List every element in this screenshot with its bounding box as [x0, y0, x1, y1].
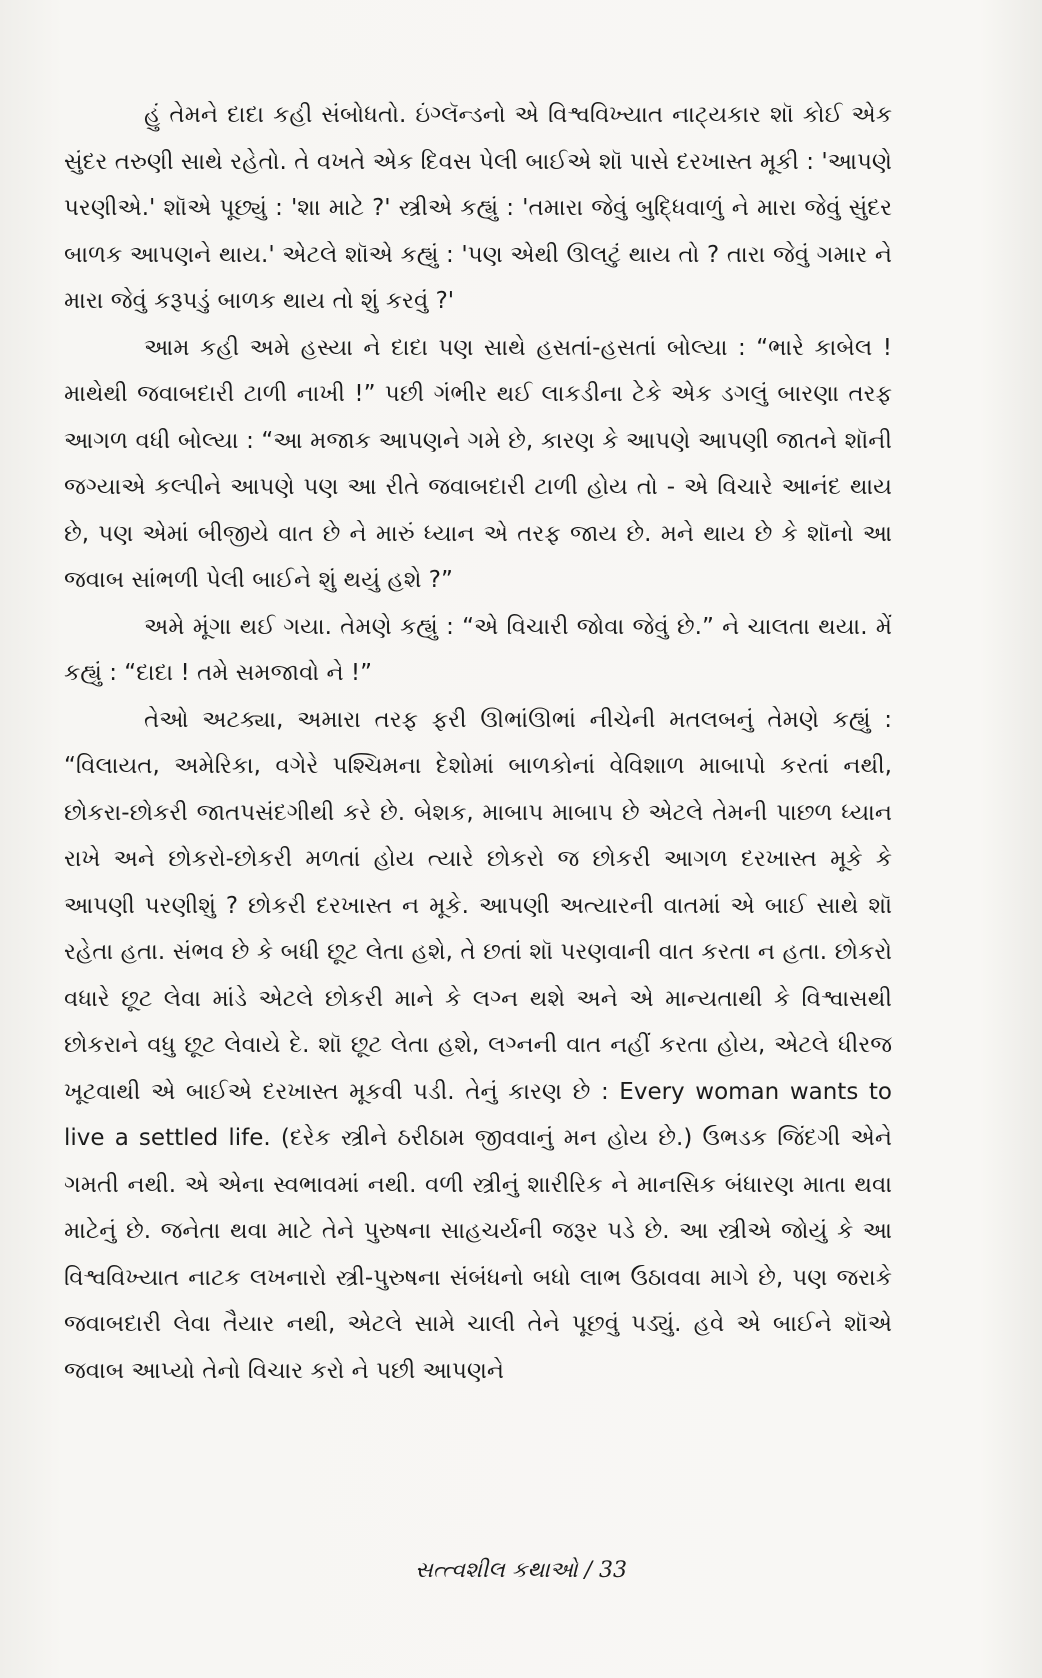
- paragraph-4: તેઓ અટક્યા, અમારા તરફ ફરી ઊભાંઊભાં નીચેની મતલબનું તેમણે કહ્યું : “વિલાયત, અમેરિકા, વગેરે પશ્ચિમના દેશોમાં બાળકોનાં વેવિશાળ માબાપો કરતાં નથી, છોકરા-છોકરી જાતપસંદગીથી કરે છે. બેશક, માબાપ માબાપ છે એટલે તેમની પાછળ ધ્યાન રાખે અને છોકરો-છોકરી મળતાં હોય ત્યારે છોકરો જ છોકરી આગળ દરખાસ્ત મૂકે કે આપણી પરણીશું ? છોકરી દરખાસ્ત ન મૂકે. આપણી અત્યારની વાતમાં એ બાઈ સાથે શૉ રહેતા હતા. સંભવ છે કે બધી છૂટ લેતા હશે, તે છતાં શૉ પરણવાની વાત કરતા ન હતા. છોકરો વધારે છૂટ લેવા માંડે એટલે છોકરી માને કે લગ્ન થશે અને એ માન્યતાથી કે વિશ્વાસથી છોકરાને વધુ છૂટ લેવાયે દે. શૉ છૂટ લેતા હશે, લગ્નની વાત નહીં કરતા હોય, એટલે ધીરજ ખૂટવાથી એ બાઈએ દરખાસ્ત મૂકવી પડી. તેનું કારણ છે : Every woman wants to live a settled life. (દરેક સ્ત્રીને ઠરીઠામ જીવવાનું મન હોય છે.) ઉભડક જિંદગી એને ગમતી નથી. એ એના સ્વભાવમાં નથી. વળી સ્ત્રીનું શારીરિક ને માનસિક બંધારણ માતા થવા માટેનું છે. જનેતા થવા માટે તેને પુરુષના સાહચર્યની જરૂર પડે છે. આ સ્ત્રીએ જોયું કે આ વિશ્વવિખ્યાત નાટક લખનારો સ્ત્રી-પુરુષના સંબંધનો બધો લાભ ઉઠાવવા માગે છે, પણ જરાકે જવાબદારી લેવા તૈયાર નથી, એટલે સામે ચાલી તેને પૂછવું પડ્યું. હવે એ બાઈને શૉએ જવાબ આપ્યો તેનો વિચાર કરો ને પછી આપણને: [64, 706, 892, 1384]
- paragraph-3: અમે મૂંગા થઈ ગયા. તેમણે કહ્યું : “એ વિચારી જોવા જેવું છે.” ને ચાલતા થયા. મેં કહ્યું : “દાદા ! તમે સમજાવો ને !”: [64, 613, 892, 686]
- paragraph-1: હું તેમને દાદા કહી સંબોધતો. ઇંગ્લૅન્ડનો એ વિશ્વવિખ્યાત નાટ્યકાર શૉ કોઈ એક સુંદર તરુણી સાથે રહેતો. તે વખતે એક દિવસ પેલી બાઈએ શૉ પાસે દરખાસ્ત મૂકી : 'આપણે પરણીએ.' શૉએ પૂછ્યું : 'શા માટે ?' સ્ત્રીએ કહ્યું : 'તમારા જેવું બુદ્ધિવાળું ને મારા જેવું સુંદર બાળક આપણને થાય.' એટલે શૉએ કહ્યું : 'પણ એથી ઊલટું થાય તો ? તારા જેવું ગમાર ને મારા જેવું કરૂપડું બાળક થાય તો શું કરવું ?': [64, 102, 892, 314]
- body-text: [64, 92, 892, 1394]
- page-footer: સત્ત્વશીલ કથાઓ / 33: [415, 1558, 627, 1583]
- paragraph-2: આમ કહી અમે હસ્યા ને દાદા પણ સાથે હસતાં-હસતાં બોલ્યા : “ભારે કાબેલ ! માથેથી જવાબદારી ટાળી નાખી !” પછી ગંભીર થઈ લાકડીના ટેકે એક ડગલું બારણા તરફ આગળ વધી બોલ્યા : “આ મજાક આપણને ગમે છે, કારણ કે આપણે આપણી જાતને શૉની જગ્યાએ કલ્પીને આપણે પણ આ રીતે જવાબદારી ટાળી હોય તો - એ વિચારે આનંદ થાય છે, પણ એમાં બીજીયે વાત છે ને મારું ધ્યાન એ તરફ જાય છે. મને થાય છે કે શૉનો આ જવાબ સાંભળી પેલી બાઈને શું થયું હશે ?”: [64, 334, 892, 593]
